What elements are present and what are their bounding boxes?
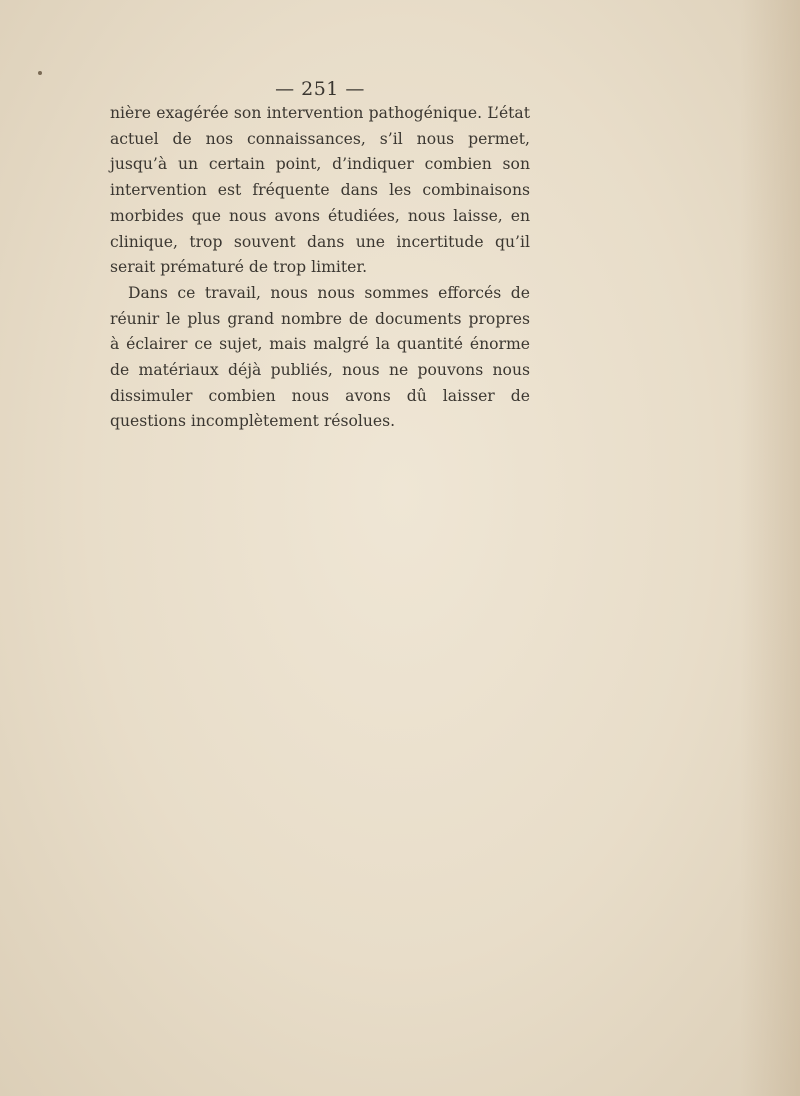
body-text xyxy=(110,101,530,435)
ink-speck xyxy=(38,71,42,75)
page-number: — 251 — xyxy=(275,78,365,100)
paragraph-2: Dans ce travail, nous nous sommes efforcés de réunir le plus grand nombre de documents propres à éclairer ce sujet, mais malgré la quantité énorme de matériaux déjà publiés, nous ne pouvons nous dissimuler combien nous avons dû laisser de questions incomplètement résolues. xyxy=(110,283,530,431)
paragraph-1: nière exagérée son intervention pathogénique. L’état actuel de nos connaissances, s’il nous permet, jusqu’à un certain point, d’indiquer combien son intervention est fréquente dans les combinaisons morbides que nous avons étudiées, nous laisse, en clinique, trop souvent dans une incertitude qu’il serait prématuré de trop limiter. xyxy=(110,104,530,277)
page-edge-stain xyxy=(740,0,800,1096)
